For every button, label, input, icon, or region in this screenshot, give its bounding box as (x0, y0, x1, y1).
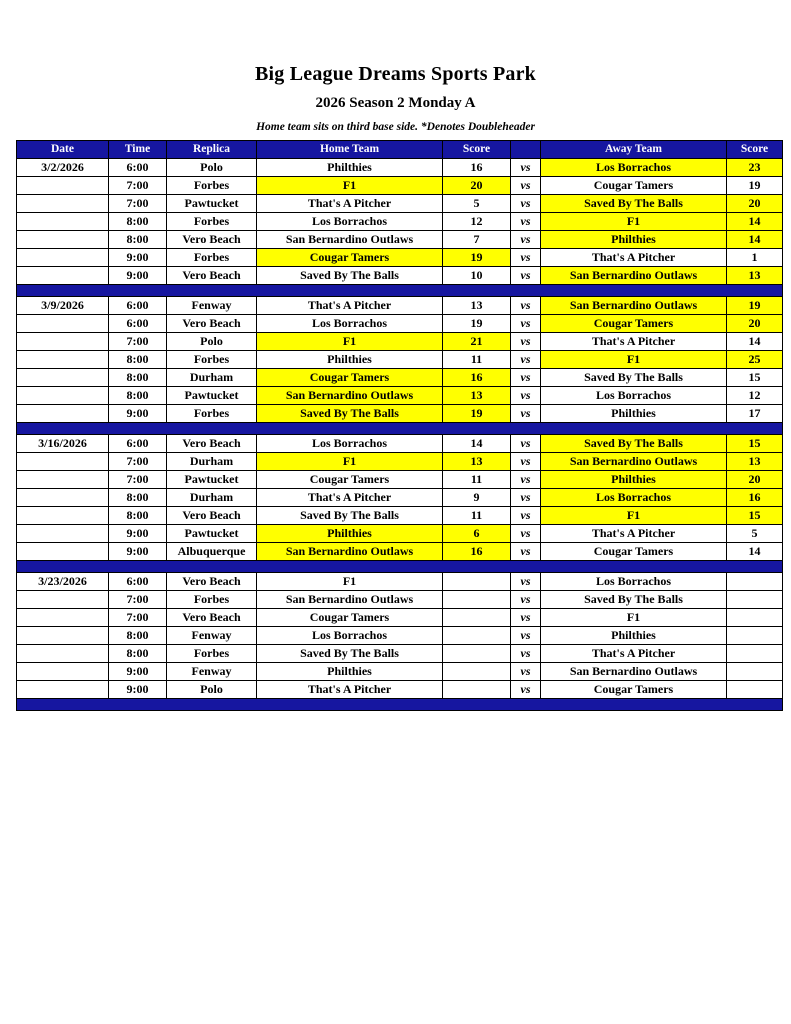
cell-date: 3/2/2026 (17, 159, 109, 177)
cell-replica: Forbes (167, 249, 257, 267)
cell-away-score: 15 (727, 435, 783, 453)
cell-away-team: That's A Pitcher (541, 249, 727, 267)
cell-away-score (727, 573, 783, 591)
cell-home-team: Saved By The Balls (257, 645, 443, 663)
cell-away-team: That's A Pitcher (541, 645, 727, 663)
cell-away-team: F1 (541, 507, 727, 525)
table-row (17, 315, 783, 333)
cell-replica: Forbes (167, 591, 257, 609)
cell-date: 3/23/2026 (17, 573, 109, 591)
cell-date (17, 213, 109, 231)
cell-replica: Vero Beach (167, 609, 257, 627)
cell-time: 9:00 (109, 405, 167, 423)
cell-home-score: 19 (443, 249, 511, 267)
cell-vs: vs (511, 543, 541, 561)
cell-time: 8:00 (109, 645, 167, 663)
cell-home-team: Philthies (257, 159, 443, 177)
page-note: Home team sits on third base side. *Denotes Doubleheader (256, 121, 535, 133)
cell-vs: vs (511, 315, 541, 333)
cell-replica: Forbes (167, 405, 257, 423)
cell-home-score: 21 (443, 333, 511, 351)
cell-date (17, 333, 109, 351)
cell-away-score: 20 (727, 315, 783, 333)
cell-vs: vs (511, 195, 541, 213)
cell-time: 7:00 (109, 333, 167, 351)
cell-date (17, 231, 109, 249)
cell-home-score: 7 (443, 231, 511, 249)
cell-away-team: Saved By The Balls (541, 195, 727, 213)
table-row (17, 471, 783, 489)
cell-home-team: Philthies (257, 525, 443, 543)
cell-away-score (727, 681, 783, 699)
table-row (17, 435, 783, 453)
cell-vs: vs (511, 663, 541, 681)
cell-home-score: 13 (443, 453, 511, 471)
cell-vs: vs (511, 249, 541, 267)
cell-time: 9:00 (109, 267, 167, 285)
cell-home-team: San Bernardino Outlaws (257, 231, 443, 249)
cell-away-team: Los Borrachos (541, 159, 727, 177)
cell-home-team: Cougar Tamers (257, 249, 443, 267)
cell-home-team: F1 (257, 333, 443, 351)
cell-replica: Pawtucket (167, 525, 257, 543)
cell-home-team: F1 (257, 573, 443, 591)
cell-away-score: 20 (727, 195, 783, 213)
cell-away-score: 13 (727, 267, 783, 285)
cell-date (17, 627, 109, 645)
cell-date (17, 645, 109, 663)
cell-away-team: Philthies (541, 231, 727, 249)
week-separator (17, 423, 783, 435)
cell-away-score: 14 (727, 213, 783, 231)
cell-away-score: 19 (727, 177, 783, 195)
schedule-table (16, 140, 783, 711)
cell-away-team: That's A Pitcher (541, 333, 727, 351)
cell-vs: vs (511, 435, 541, 453)
separator-cell (17, 285, 783, 297)
cell-home-team: Los Borrachos (257, 435, 443, 453)
cell-home-team: That's A Pitcher (257, 489, 443, 507)
cell-vs: vs (511, 159, 541, 177)
column-header-away-team: Away Team (541, 141, 727, 159)
cell-away-team: Cougar Tamers (541, 681, 727, 699)
cell-vs: vs (511, 627, 541, 645)
cell-away-team: Philthies (541, 471, 727, 489)
cell-away-score: 23 (727, 159, 783, 177)
cell-home-score: 6 (443, 525, 511, 543)
cell-away-score: 13 (727, 453, 783, 471)
cell-date (17, 489, 109, 507)
column-header-home-score: Score (443, 141, 511, 159)
cell-time: 9:00 (109, 249, 167, 267)
cell-vs: vs (511, 471, 541, 489)
cell-away-team: Saved By The Balls (541, 591, 727, 609)
cell-replica: Vero Beach (167, 573, 257, 591)
cell-away-team: San Bernardino Outlaws (541, 663, 727, 681)
cell-time: 7:00 (109, 471, 167, 489)
cell-date: 3/9/2026 (17, 297, 109, 315)
cell-away-score: 14 (727, 231, 783, 249)
cell-replica: Durham (167, 369, 257, 387)
cell-replica: Fenway (167, 627, 257, 645)
column-header-time: Time (109, 141, 167, 159)
cell-home-score (443, 645, 511, 663)
cell-replica: Vero Beach (167, 231, 257, 249)
cell-home-team: Cougar Tamers (257, 369, 443, 387)
cell-replica: Polo (167, 159, 257, 177)
cell-replica: Pawtucket (167, 387, 257, 405)
cell-home-score (443, 573, 511, 591)
cell-time: 7:00 (109, 453, 167, 471)
table-row (17, 573, 783, 591)
cell-away-score (727, 627, 783, 645)
cell-time: 8:00 (109, 351, 167, 369)
cell-replica: Pawtucket (167, 195, 257, 213)
cell-home-score: 19 (443, 405, 511, 423)
table-row (17, 453, 783, 471)
cell-replica: Albuquerque (167, 543, 257, 561)
cell-replica: Polo (167, 333, 257, 351)
cell-time: 9:00 (109, 663, 167, 681)
cell-time: 7:00 (109, 609, 167, 627)
cell-date (17, 663, 109, 681)
cell-replica: Forbes (167, 177, 257, 195)
table-row (17, 297, 783, 315)
cell-vs: vs (511, 489, 541, 507)
cell-vs: vs (511, 177, 541, 195)
cell-vs: vs (511, 213, 541, 231)
cell-vs: vs (511, 609, 541, 627)
cell-away-team: Saved By The Balls (541, 369, 727, 387)
table-row (17, 249, 783, 267)
cell-home-team: Saved By The Balls (257, 507, 443, 525)
cell-home-score: 19 (443, 315, 511, 333)
table-row (17, 591, 783, 609)
table-row (17, 333, 783, 351)
cell-time: 7:00 (109, 177, 167, 195)
cell-time: 8:00 (109, 369, 167, 387)
cell-away-score: 15 (727, 369, 783, 387)
cell-away-team: Philthies (541, 627, 727, 645)
cell-away-score: 14 (727, 543, 783, 561)
cell-away-team: Saved By The Balls (541, 435, 727, 453)
table-row (17, 405, 783, 423)
cell-vs: vs (511, 333, 541, 351)
cell-home-score: 20 (443, 177, 511, 195)
cell-time: 9:00 (109, 681, 167, 699)
column-header-vs (511, 141, 541, 159)
week-separator (17, 561, 783, 573)
cell-home-team: Saved By The Balls (257, 267, 443, 285)
cell-home-score: 11 (443, 351, 511, 369)
cell-vs: vs (511, 231, 541, 249)
cell-replica: Vero Beach (167, 267, 257, 285)
cell-home-score (443, 663, 511, 681)
table-row (17, 351, 783, 369)
cell-home-team: Philthies (257, 351, 443, 369)
cell-date (17, 177, 109, 195)
cell-replica: Fenway (167, 663, 257, 681)
table-row (17, 525, 783, 543)
table-row (17, 159, 783, 177)
cell-date (17, 315, 109, 333)
column-header-replica: Replica (167, 141, 257, 159)
table-row (17, 369, 783, 387)
cell-time: 8:00 (109, 507, 167, 525)
cell-away-team: San Bernardino Outlaws (541, 453, 727, 471)
separator-cell (17, 423, 783, 435)
column-header-away-score: Score (727, 141, 783, 159)
table-row (17, 195, 783, 213)
cell-replica: Forbes (167, 351, 257, 369)
table-row (17, 177, 783, 195)
cell-time: 6:00 (109, 573, 167, 591)
cell-home-team: San Bernardino Outlaws (257, 387, 443, 405)
table-row (17, 387, 783, 405)
cell-replica: Pawtucket (167, 471, 257, 489)
cell-home-score: 11 (443, 471, 511, 489)
cell-date (17, 453, 109, 471)
table-row (17, 609, 783, 627)
cell-away-score (727, 645, 783, 663)
cell-vs: vs (511, 681, 541, 699)
cell-home-team: Cougar Tamers (257, 609, 443, 627)
cell-away-team: Los Borrachos (541, 489, 727, 507)
table-header-row (17, 141, 783, 159)
cell-away-score (727, 663, 783, 681)
document-header (16, 0, 775, 133)
cell-time: 6:00 (109, 435, 167, 453)
cell-vs: vs (511, 507, 541, 525)
cell-time: 8:00 (109, 387, 167, 405)
table-row (17, 231, 783, 249)
table-row (17, 663, 783, 681)
cell-date (17, 507, 109, 525)
cell-home-score: 11 (443, 507, 511, 525)
cell-replica: Vero Beach (167, 315, 257, 333)
cell-date (17, 387, 109, 405)
cell-home-team: That's A Pitcher (257, 297, 443, 315)
separator-cell (17, 561, 783, 573)
cell-home-score: 14 (443, 435, 511, 453)
cell-home-team: San Bernardino Outlaws (257, 591, 443, 609)
cell-time: 6:00 (109, 159, 167, 177)
cell-home-score: 10 (443, 267, 511, 285)
cell-away-team: Cougar Tamers (541, 543, 727, 561)
cell-vs: vs (511, 405, 541, 423)
cell-home-score (443, 681, 511, 699)
cell-date (17, 471, 109, 489)
cell-away-team: Los Borrachos (541, 573, 727, 591)
cell-replica: Vero Beach (167, 507, 257, 525)
cell-home-team: F1 (257, 453, 443, 471)
cell-replica: Vero Beach (167, 435, 257, 453)
cell-away-score: 20 (727, 471, 783, 489)
table-row (17, 627, 783, 645)
cell-replica: Polo (167, 681, 257, 699)
cell-home-score (443, 591, 511, 609)
cell-home-team: Los Borrachos (257, 627, 443, 645)
cell-away-team: Philthies (541, 405, 727, 423)
cell-away-team: San Bernardino Outlaws (541, 267, 727, 285)
cell-away-score (727, 609, 783, 627)
cell-home-score (443, 609, 511, 627)
cell-home-score: 12 (443, 213, 511, 231)
table-body (17, 159, 783, 711)
cell-replica: Forbes (167, 213, 257, 231)
cell-away-team: That's A Pitcher (541, 525, 727, 543)
cell-date (17, 249, 109, 267)
table-row (17, 645, 783, 663)
cell-date (17, 351, 109, 369)
cell-date (17, 609, 109, 627)
table-row (17, 507, 783, 525)
cell-away-score: 17 (727, 405, 783, 423)
cell-away-score: 16 (727, 489, 783, 507)
cell-away-score: 19 (727, 297, 783, 315)
cell-date (17, 543, 109, 561)
cell-away-team: F1 (541, 351, 727, 369)
cell-away-team: San Bernardino Outlaws (541, 297, 727, 315)
cell-home-score: 16 (443, 543, 511, 561)
cell-away-team: Los Borrachos (541, 387, 727, 405)
cell-vs: vs (511, 525, 541, 543)
cell-home-team: F1 (257, 177, 443, 195)
cell-replica: Forbes (167, 645, 257, 663)
week-separator (17, 285, 783, 297)
table-row (17, 543, 783, 561)
cell-vs: vs (511, 573, 541, 591)
cell-date (17, 681, 109, 699)
cell-away-team: F1 (541, 213, 727, 231)
cell-time: 9:00 (109, 525, 167, 543)
cell-time: 9:00 (109, 543, 167, 561)
cell-vs: vs (511, 591, 541, 609)
cell-vs: vs (511, 387, 541, 405)
separator-cell (17, 699, 783, 711)
table-row (17, 681, 783, 699)
cell-date: 3/16/2026 (17, 435, 109, 453)
cell-replica: Durham (167, 489, 257, 507)
cell-home-score: 13 (443, 297, 511, 315)
cell-home-team: That's A Pitcher (257, 681, 443, 699)
cell-date (17, 525, 109, 543)
cell-date (17, 369, 109, 387)
column-header-home-team: Home Team (257, 141, 443, 159)
cell-vs: vs (511, 297, 541, 315)
cell-vs: vs (511, 351, 541, 369)
column-header-date: Date (17, 141, 109, 159)
cell-away-score: 15 (727, 507, 783, 525)
cell-vs: vs (511, 453, 541, 471)
cell-home-team: San Bernardino Outlaws (257, 543, 443, 561)
cell-away-score: 12 (727, 387, 783, 405)
table-row (17, 213, 783, 231)
cell-date (17, 591, 109, 609)
cell-time: 6:00 (109, 297, 167, 315)
cell-home-score: 16 (443, 159, 511, 177)
page-subtitle: 2026 Season 2 Monday A (315, 95, 476, 111)
cell-home-team: Los Borrachos (257, 315, 443, 333)
cell-vs: vs (511, 645, 541, 663)
cell-away-team: Cougar Tamers (541, 177, 727, 195)
cell-home-team: Saved By The Balls (257, 405, 443, 423)
table-row (17, 267, 783, 285)
table-row (17, 489, 783, 507)
cell-away-team: Cougar Tamers (541, 315, 727, 333)
cell-time: 8:00 (109, 627, 167, 645)
cell-time: 6:00 (109, 315, 167, 333)
cell-replica: Fenway (167, 297, 257, 315)
cell-home-team: Cougar Tamers (257, 471, 443, 489)
cell-date (17, 195, 109, 213)
cell-home-team: That's A Pitcher (257, 195, 443, 213)
cell-date (17, 267, 109, 285)
table-end-bar (17, 699, 783, 711)
cell-away-score: 5 (727, 525, 783, 543)
cell-home-score (443, 627, 511, 645)
cell-away-score: 14 (727, 333, 783, 351)
cell-vs: vs (511, 369, 541, 387)
cell-away-score: 1 (727, 249, 783, 267)
cell-time: 7:00 (109, 591, 167, 609)
cell-time: 8:00 (109, 213, 167, 231)
page-title: Big League Dreams Sports Park (255, 63, 536, 85)
cell-time: 7:00 (109, 195, 167, 213)
cell-away-score: 25 (727, 351, 783, 369)
cell-time: 8:00 (109, 489, 167, 507)
cell-time: 8:00 (109, 231, 167, 249)
cell-vs: vs (511, 267, 541, 285)
cell-away-score (727, 591, 783, 609)
cell-replica: Durham (167, 453, 257, 471)
cell-home-score: 16 (443, 369, 511, 387)
cell-home-score: 5 (443, 195, 511, 213)
cell-date (17, 405, 109, 423)
cell-home-score: 13 (443, 387, 511, 405)
cell-home-score: 9 (443, 489, 511, 507)
cell-away-team: F1 (541, 609, 727, 627)
cell-home-team: Philthies (257, 663, 443, 681)
cell-home-team: Los Borrachos (257, 213, 443, 231)
